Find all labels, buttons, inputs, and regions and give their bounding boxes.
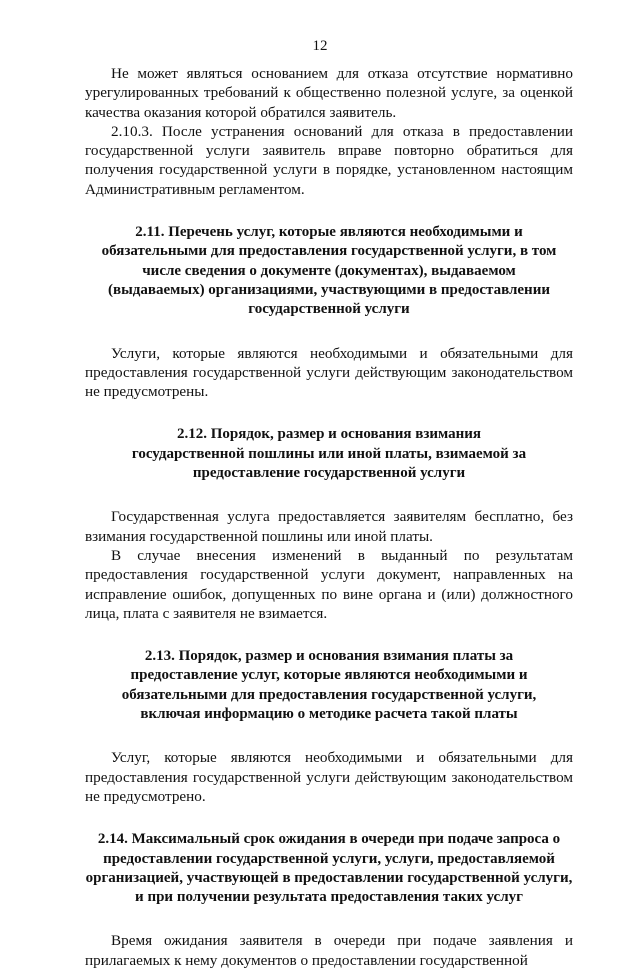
- section-heading-2-14: 2.14. Максимальный срок ожидания в очереди при подаче запроса о предоставлении государственной услуги, услуги, предоставляемой организацией, участвующей в предоставлении государственной услуги, и при получении результата предоставления таких услуг: [85, 831, 573, 906]
- paragraph: Государственная услуга предоставляется заявителям бесплатно, без взимания государственной пошлины или иной платы.: [85, 508, 573, 545]
- paragraph: Услуги, которые являются необходимыми и обязательными для предоставления государственной услуги действующим законодательством не предусмотрены.: [85, 344, 573, 401]
- paragraph: В случае внесения изменений в выданный по результатам предоставления государственной услуги документ, направленных на исправление ошибок, допущенных по вине органа и (или) должностного лица, плата с заявителя не взимается.: [85, 546, 573, 622]
- paragraph: 2.10.3. После устранения оснований для отказа в предоставлении государственной услуги заявитель вправе повторно обратиться для получения государственной услуги в порядке, установленном настоящим Административным регламентом.: [85, 122, 573, 198]
- document-body: [85, 64, 573, 970]
- paragraph: Не может являться основанием для отказа отсутствие нормативно урегулированных требований к общественно полезной услуге, за оценкой качества оказания которой обратился заявитель.: [85, 65, 573, 121]
- paragraph: Время ожидания заявителя в очереди при подаче заявления и прилагаемых к нему документов о предоставлении государственной: [85, 932, 573, 969]
- page-number: 12: [312, 38, 328, 54]
- section-heading-2-13: 2.13. Порядок, размер и основания взимания платы за предоставление услуг, которые являются необходимыми и обязательными для предоставления государственной услуги, включая информацию о методике расчета такой платы: [121, 648, 537, 723]
- section-heading-2-12: 2.12. Порядок, размер и основания взимания государственной пошлины или иной платы, взимаемой за предоставление государственной услуги: [131, 426, 527, 482]
- paragraph: Услуг, которые являются необходимыми и обязательными для предоставления государственной услуги действующим законодательством не предусмотрено.: [85, 749, 573, 805]
- section-heading-2-11: 2.11. Перечень услуг, которые являются необходимыми и обязательными для предоставления государственной услуги, в том числе сведения о документе (документах), выдаваемом (выдаваемых) организациями, участвующими в предоставлении государственной услуги: [101, 224, 557, 318]
